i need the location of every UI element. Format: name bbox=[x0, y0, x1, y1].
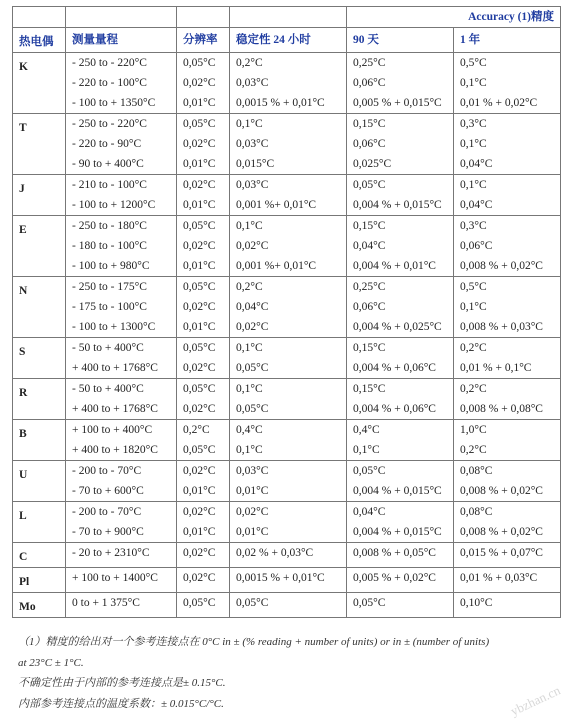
stability-cell-line: 0,05°C bbox=[236, 358, 340, 378]
accuracy-1y-cell-line: 0,1°C bbox=[460, 134, 554, 154]
table-row bbox=[13, 114, 561, 175]
thermocouple-type-cell: L bbox=[13, 502, 66, 543]
stability-cell-line: 0,0015 % + 0,01°C bbox=[236, 93, 340, 113]
watermark: ybzhan.cn bbox=[508, 683, 563, 719]
table-row bbox=[13, 420, 561, 461]
footnotes bbox=[18, 632, 563, 714]
resolution-cell bbox=[177, 593, 230, 618]
accuracy-90d-cell-line: 0,15°C bbox=[353, 114, 447, 134]
range-cell-line: - 250 to - 220°C bbox=[72, 53, 170, 73]
accuracy-1y-cell-line: 0,08°C bbox=[460, 461, 554, 481]
accuracy-1y-cell-line: 0,2°C bbox=[460, 440, 554, 460]
stability-cell-line: 0,2°C bbox=[236, 277, 340, 297]
range-cell bbox=[66, 461, 177, 502]
stability-cell-line: 0,2°C bbox=[236, 53, 340, 73]
stability-cell-line: 0,1°C bbox=[236, 216, 340, 236]
stability-cell bbox=[230, 216, 347, 277]
stability-cell bbox=[230, 53, 347, 114]
stability-cell-line: 0,02°C bbox=[236, 502, 340, 522]
range-cell-line: - 90 to + 400°C bbox=[72, 154, 170, 174]
range-cell-line: - 70 to + 900°C bbox=[72, 522, 170, 542]
accuracy-90d-cell bbox=[347, 175, 454, 216]
accuracy-1y-cell-line: 0,01 % + 0,03°C bbox=[460, 568, 554, 588]
accuracy-header-row bbox=[13, 7, 561, 28]
thermocouple-type-cell: E bbox=[13, 216, 66, 277]
stability-cell-line: 0,015°C bbox=[236, 154, 340, 174]
range-cell-line: - 250 to - 180°C bbox=[72, 216, 170, 236]
accuracy-90d-cell-line: 0,004 % + 0,015°C bbox=[353, 522, 447, 542]
resolution-cell-line: 0,01°C bbox=[183, 195, 223, 215]
resolution-cell-line: 0,05°C bbox=[183, 593, 223, 613]
accuracy-90d-cell bbox=[347, 53, 454, 114]
stability-cell-line: 0,03°C bbox=[236, 73, 340, 93]
accuracy-1y-cell-line: 0,5°C bbox=[460, 53, 554, 73]
thermocouple-type-cell: T bbox=[13, 114, 66, 175]
resolution-cell-line: 0,02°C bbox=[183, 399, 223, 419]
range-cell bbox=[66, 420, 177, 461]
range-cell-line: - 100 to + 1300°C bbox=[72, 317, 170, 337]
accuracy-90d-cell-line: 0,025°C bbox=[353, 154, 447, 174]
range-cell bbox=[66, 338, 177, 379]
accuracy-1y-cell-line: 0,2°C bbox=[460, 338, 554, 358]
table-row bbox=[13, 277, 561, 338]
accuracy-90d-cell-line: 0,004 % + 0,06°C bbox=[353, 358, 447, 378]
col-thermocouple-header: 热电偶 bbox=[13, 28, 66, 53]
resolution-cell-line: 0,01°C bbox=[183, 256, 223, 276]
thermocouple-type-cell: Mo bbox=[13, 593, 66, 618]
accuracy-1y-cell-line: 0,008 % + 0,02°C bbox=[460, 522, 554, 542]
resolution-cell bbox=[177, 216, 230, 277]
range-cell-line: - 175 to - 100°C bbox=[72, 297, 170, 317]
accuracy-1y-cell-line: 0,008 % + 0,08°C bbox=[460, 399, 554, 419]
range-cell bbox=[66, 543, 177, 568]
accuracy-1y-cell-line: 0,01 % + 0,02°C bbox=[460, 93, 554, 113]
accuracy-90d-cell bbox=[347, 114, 454, 175]
accuracy-1y-cell bbox=[454, 175, 561, 216]
thermocouple-type-cell: Pl bbox=[13, 568, 66, 593]
stability-cell bbox=[230, 502, 347, 543]
resolution-cell-line: 0,01°C bbox=[183, 481, 223, 501]
resolution-cell-line: 0,2°C bbox=[183, 420, 223, 440]
resolution-cell-line: 0,02°C bbox=[183, 134, 223, 154]
accuracy-1y-cell-line: 1,0°C bbox=[460, 420, 554, 440]
resolution-cell-line: 0,05°C bbox=[183, 379, 223, 399]
thermocouple-type-cell: K bbox=[13, 53, 66, 114]
col-resolution-header: 分辨率 bbox=[177, 28, 230, 53]
accuracy-1y-cell bbox=[454, 114, 561, 175]
thermocouple-type-cell: R bbox=[13, 379, 66, 420]
resolution-cell bbox=[177, 277, 230, 338]
accuracy-90d-cell-line: 0,004 % + 0,01°C bbox=[353, 256, 447, 276]
accuracy-90d-cell-line: 0,15°C bbox=[353, 379, 447, 399]
accuracy-1y-cell-line: 0,008 % + 0,02°C bbox=[460, 481, 554, 501]
accuracy-1y-cell-line: 0,2°C bbox=[460, 379, 554, 399]
accuracy-90d-cell-line: 0,008 % + 0,05°C bbox=[353, 543, 447, 563]
table-row bbox=[13, 175, 561, 216]
stability-cell-line: 0,1°C bbox=[236, 379, 340, 399]
stability-cell-line: 0,4°C bbox=[236, 420, 340, 440]
footnote-line: （1）精度的给出对一个参考连接点在 0°C in ± (% reading + number of units) or in ± (number of units) bbox=[18, 632, 563, 653]
column-header-row bbox=[13, 28, 561, 53]
thermocouple-type-cell: N bbox=[13, 277, 66, 338]
stability-cell-line: 0,001 %+ 0,01°C bbox=[236, 195, 340, 215]
range-cell bbox=[66, 277, 177, 338]
resolution-cell bbox=[177, 568, 230, 593]
resolution-cell-line: 0,05°C bbox=[183, 216, 223, 236]
resolution-cell-line: 0,05°C bbox=[183, 114, 223, 134]
range-cell-line: - 220 to - 100°C bbox=[72, 73, 170, 93]
footnote-line: 内部参考连接点的温度系数：± 0.015°C/°C. bbox=[18, 694, 563, 715]
accuracy-1y-cell-line: 0,3°C bbox=[460, 114, 554, 134]
resolution-cell-line: 0,02°C bbox=[183, 73, 223, 93]
range-cell-line: + 400 to + 1768°C bbox=[72, 358, 170, 378]
resolution-cell bbox=[177, 420, 230, 461]
col-90d-header: 90 天 bbox=[347, 28, 454, 53]
range-cell-line: - 70 to + 600°C bbox=[72, 481, 170, 501]
range-cell-line: - 50 to + 400°C bbox=[72, 338, 170, 358]
accuracy-90d-cell bbox=[347, 277, 454, 338]
table-row bbox=[13, 216, 561, 277]
range-cell bbox=[66, 568, 177, 593]
table-row bbox=[13, 53, 561, 114]
resolution-cell-line: 0,05°C bbox=[183, 277, 223, 297]
accuracy-1y-cell-line: 0,008 % + 0,03°C bbox=[460, 317, 554, 337]
thermocouple-type-cell: S bbox=[13, 338, 66, 379]
resolution-cell-line: 0,02°C bbox=[183, 502, 223, 522]
resolution-cell-line: 0,01°C bbox=[183, 522, 223, 542]
table-row bbox=[13, 338, 561, 379]
resolution-cell-line: 0,02°C bbox=[183, 543, 223, 563]
accuracy-1y-cell-line: 0,04°C bbox=[460, 154, 554, 174]
range-cell-line: + 100 to + 400°C bbox=[72, 420, 170, 440]
stability-cell bbox=[230, 420, 347, 461]
accuracy-1y-cell-line: 0,015 % + 0,07°C bbox=[460, 543, 554, 563]
stability-cell bbox=[230, 114, 347, 175]
stability-cell-line: 0,04°C bbox=[236, 297, 340, 317]
resolution-cell-line: 0,01°C bbox=[183, 317, 223, 337]
resolution-cell bbox=[177, 379, 230, 420]
accuracy-90d-cell bbox=[347, 338, 454, 379]
accuracy-90d-cell-line: 0,06°C bbox=[353, 297, 447, 317]
range-cell-line: - 100 to + 1350°C bbox=[72, 93, 170, 113]
accuracy-90d-cell-line: 0,05°C bbox=[353, 593, 447, 613]
range-cell bbox=[66, 502, 177, 543]
stability-cell-line: 0,01°C bbox=[236, 522, 340, 542]
accuracy-1y-cell bbox=[454, 53, 561, 114]
accuracy-1y-cell bbox=[454, 568, 561, 593]
accuracy-1y-cell-line: 0,06°C bbox=[460, 236, 554, 256]
accuracy-90d-cell bbox=[347, 216, 454, 277]
table-row bbox=[13, 379, 561, 420]
spec-table bbox=[12, 6, 561, 618]
resolution-cell-line: 0,02°C bbox=[183, 236, 223, 256]
stability-cell bbox=[230, 461, 347, 502]
accuracy-90d-cell bbox=[347, 593, 454, 618]
stability-cell-line: 0,1°C bbox=[236, 440, 340, 460]
range-cell-line: - 50 to + 400°C bbox=[72, 379, 170, 399]
resolution-cell-line: 0,02°C bbox=[183, 175, 223, 195]
stability-cell-line: 0,02 % + 0,03°C bbox=[236, 543, 340, 563]
resolution-cell-line: 0,05°C bbox=[183, 53, 223, 73]
accuracy-1y-cell bbox=[454, 461, 561, 502]
range-cell-line: - 200 to - 70°C bbox=[72, 502, 170, 522]
resolution-cell-line: 0,05°C bbox=[183, 440, 223, 460]
resolution-cell-line: 0,01°C bbox=[183, 93, 223, 113]
range-cell-line: + 400 to + 1820°C bbox=[72, 440, 170, 460]
range-cell-line: + 100 to + 1400°C bbox=[72, 568, 170, 588]
resolution-cell-line: 0,02°C bbox=[183, 461, 223, 481]
accuracy-1y-cell bbox=[454, 277, 561, 338]
stability-cell bbox=[230, 593, 347, 618]
resolution-cell bbox=[177, 461, 230, 502]
table-row bbox=[13, 593, 561, 618]
accuracy-90d-cell-line: 0,06°C bbox=[353, 134, 447, 154]
accuracy-1y-cell bbox=[454, 216, 561, 277]
stability-cell-line: 0,05°C bbox=[236, 399, 340, 419]
accuracy-90d-cell bbox=[347, 568, 454, 593]
col-1y-header: 1 年 bbox=[454, 28, 561, 53]
stability-cell-line: 0,0015 % + 0,01°C bbox=[236, 568, 340, 588]
stability-cell-line: 0,1°C bbox=[236, 114, 340, 134]
accuracy-1y-cell-line: 0,10°C bbox=[460, 593, 554, 613]
accuracy-90d-cell-line: 0,005 % + 0,02°C bbox=[353, 568, 447, 588]
accuracy-1y-cell bbox=[454, 502, 561, 543]
accuracy-1y-cell bbox=[454, 338, 561, 379]
range-cell bbox=[66, 53, 177, 114]
accuracy-1y-cell-line: 0,1°C bbox=[460, 73, 554, 93]
resolution-cell bbox=[177, 502, 230, 543]
accuracy-1y-cell-line: 0,1°C bbox=[460, 297, 554, 317]
stability-cell-line: 0,001 %+ 0,01°C bbox=[236, 256, 340, 276]
accuracy-1y-cell bbox=[454, 420, 561, 461]
thermocouple-type-cell: C bbox=[13, 543, 66, 568]
resolution-cell bbox=[177, 175, 230, 216]
accuracy-90d-cell-line: 0,1°C bbox=[353, 440, 447, 460]
accuracy-1y-cell-line: 0,3°C bbox=[460, 216, 554, 236]
resolution-cell-line: 0,02°C bbox=[183, 297, 223, 317]
accuracy-1y-cell-line: 0,5°C bbox=[460, 277, 554, 297]
accuracy-90d-cell bbox=[347, 379, 454, 420]
accuracy-90d-cell bbox=[347, 420, 454, 461]
range-cell bbox=[66, 216, 177, 277]
accuracy-90d-cell-line: 0,04°C bbox=[353, 236, 447, 256]
stability-cell-line: 0,1°C bbox=[236, 338, 340, 358]
footnote-line: 不确定性由于内部的参考连接点是± 0.15°C. bbox=[18, 673, 563, 694]
range-cell-line: - 20 to + 2310°C bbox=[72, 543, 170, 563]
thermocouple-type-cell: B bbox=[13, 420, 66, 461]
resolution-cell bbox=[177, 338, 230, 379]
accuracy-90d-cell-line: 0,4°C bbox=[353, 420, 447, 440]
resolution-cell-line: 0,05°C bbox=[183, 338, 223, 358]
range-cell bbox=[66, 114, 177, 175]
accuracy-header: Accuracy (1)精度 bbox=[347, 7, 561, 28]
range-cell-line: - 180 to - 100°C bbox=[72, 236, 170, 256]
accuracy-1y-cell-line: 0,008 % + 0,02°C bbox=[460, 256, 554, 276]
stability-cell bbox=[230, 277, 347, 338]
accuracy-90d-cell-line: 0,15°C bbox=[353, 216, 447, 236]
range-cell bbox=[66, 379, 177, 420]
stability-cell bbox=[230, 338, 347, 379]
accuracy-90d-cell-line: 0,004 % + 0,025°C bbox=[353, 317, 447, 337]
accuracy-90d-cell-line: 0,06°C bbox=[353, 73, 447, 93]
accuracy-90d-cell-line: 0,25°C bbox=[353, 277, 447, 297]
resolution-cell-line: 0,02°C bbox=[183, 568, 223, 588]
stability-cell-line: 0,03°C bbox=[236, 175, 340, 195]
table-row bbox=[13, 502, 561, 543]
accuracy-90d-cell-line: 0,05°C bbox=[353, 461, 447, 481]
accuracy-1y-cell bbox=[454, 593, 561, 618]
accuracy-90d-cell-line: 0,25°C bbox=[353, 53, 447, 73]
accuracy-1y-cell bbox=[454, 379, 561, 420]
col-range-header: 测量量程 bbox=[66, 28, 177, 53]
stability-cell bbox=[230, 543, 347, 568]
table-row bbox=[13, 461, 561, 502]
resolution-cell bbox=[177, 543, 230, 568]
col-stability-header: 稳定性 24 小时 bbox=[230, 28, 347, 53]
stability-cell bbox=[230, 175, 347, 216]
table-row bbox=[13, 543, 561, 568]
stability-cell-line: 0,05°C bbox=[236, 593, 340, 613]
range-cell bbox=[66, 593, 177, 618]
accuracy-90d-cell-line: 0,004 % + 0,015°C bbox=[353, 195, 447, 215]
resolution-cell-line: 0,02°C bbox=[183, 358, 223, 378]
accuracy-90d-cell bbox=[347, 543, 454, 568]
range-cell-line: - 250 to - 175°C bbox=[72, 277, 170, 297]
accuracy-90d-cell-line: 0,004 % + 0,015°C bbox=[353, 481, 447, 501]
range-cell-line: - 100 to + 980°C bbox=[72, 256, 170, 276]
accuracy-90d-cell bbox=[347, 502, 454, 543]
accuracy-1y-cell bbox=[454, 543, 561, 568]
resolution-cell-line: 0,01°C bbox=[183, 154, 223, 174]
thermocouple-type-cell: J bbox=[13, 175, 66, 216]
accuracy-1y-cell-line: 0,01 % + 0,1°C bbox=[460, 358, 554, 378]
accuracy-90d-cell-line: 0,05°C bbox=[353, 175, 447, 195]
table-row bbox=[13, 568, 561, 593]
stability-cell-line: 0,03°C bbox=[236, 461, 340, 481]
accuracy-1y-cell-line: 0,1°C bbox=[460, 175, 554, 195]
range-cell bbox=[66, 175, 177, 216]
stability-cell-line: 0,01°C bbox=[236, 481, 340, 501]
range-cell-line: + 400 to + 1768°C bbox=[72, 399, 170, 419]
accuracy-90d-cell-line: 0,04°C bbox=[353, 502, 447, 522]
thermocouple-type-cell: U bbox=[13, 461, 66, 502]
stability-cell-line: 0,02°C bbox=[236, 236, 340, 256]
accuracy-90d-cell-line: 0,15°C bbox=[353, 338, 447, 358]
stability-cell bbox=[230, 379, 347, 420]
range-cell-line: - 100 to + 1200°C bbox=[72, 195, 170, 215]
range-cell-line: - 220 to - 90°C bbox=[72, 134, 170, 154]
resolution-cell bbox=[177, 114, 230, 175]
stability-cell-line: 0,02°C bbox=[236, 317, 340, 337]
accuracy-90d-cell-line: 0,004 % + 0,06°C bbox=[353, 399, 447, 419]
accuracy-90d-cell-line: 0,005 % + 0,015°C bbox=[353, 93, 447, 113]
stability-cell-line: 0,03°C bbox=[236, 134, 340, 154]
footnote-line: at 23°C ± 1°C. bbox=[18, 653, 563, 674]
stability-cell bbox=[230, 568, 347, 593]
range-cell-line: - 250 to - 220°C bbox=[72, 114, 170, 134]
accuracy-1y-cell-line: 0,04°C bbox=[460, 195, 554, 215]
range-cell-line: - 200 to - 70°C bbox=[72, 461, 170, 481]
accuracy-90d-cell bbox=[347, 461, 454, 502]
accuracy-1y-cell-line: 0,08°C bbox=[460, 502, 554, 522]
range-cell-line: 0 to + 1 375°C bbox=[72, 593, 170, 613]
resolution-cell bbox=[177, 53, 230, 114]
range-cell-line: - 210 to - 100°C bbox=[72, 175, 170, 195]
